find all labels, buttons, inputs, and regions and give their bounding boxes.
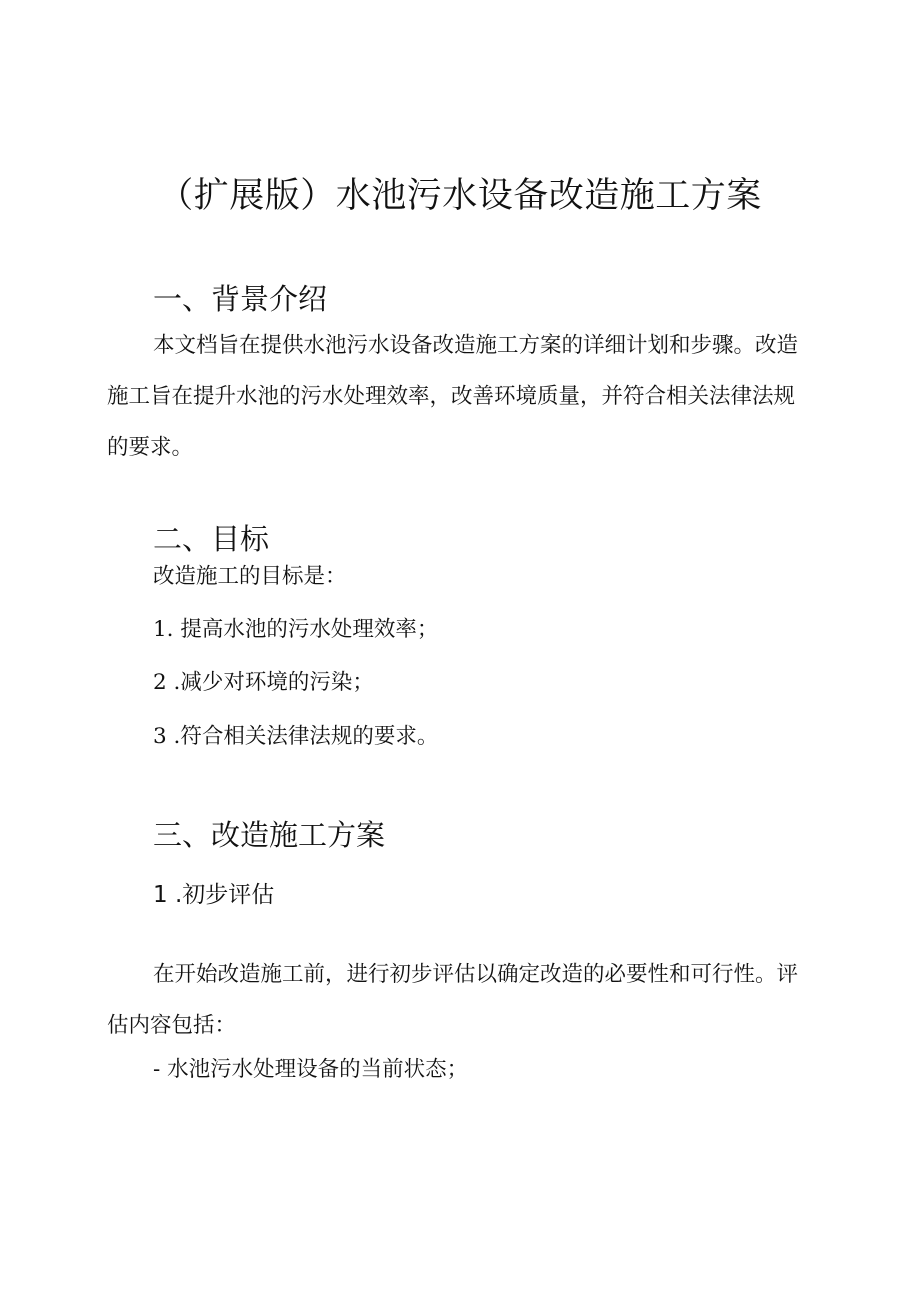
goal-item-1: 1. 提高水池的污水处理效率； [153, 617, 439, 642]
goals-intro: 改造施工的目标是： [153, 564, 347, 589]
section-heading-goals: 二、目标 [153, 522, 270, 556]
section-heading-plan: 三、改造施工方案 [153, 818, 386, 852]
goal-item-3: 3 .符合相关法律法规的要求。 [153, 724, 439, 749]
background-paragraph: 本文档旨在提供水池污水设备改造施工方案的详细计划和步骤。改造施工旨在提升水池的污水处理效率，改善环境质量，并符合相关法律法规的要求。 [107, 333, 799, 460]
section-heading-background: 一、背景介绍 [153, 282, 328, 316]
document-title: （扩展版）水池污水设备改造施工方案 [158, 176, 762, 216]
assessment-bullet-item: - 水池污水处理设备的当前状态； [153, 1057, 469, 1082]
subheading-initial-assessment: 1 .初步评估 [153, 882, 275, 908]
goal-item-2: 2 .减少对环境的污染； [153, 670, 374, 695]
assessment-paragraph: 在开始改造施工前，进行初步评估以确定改造的必要性和可行性。评估内容包括： [107, 962, 799, 1038]
